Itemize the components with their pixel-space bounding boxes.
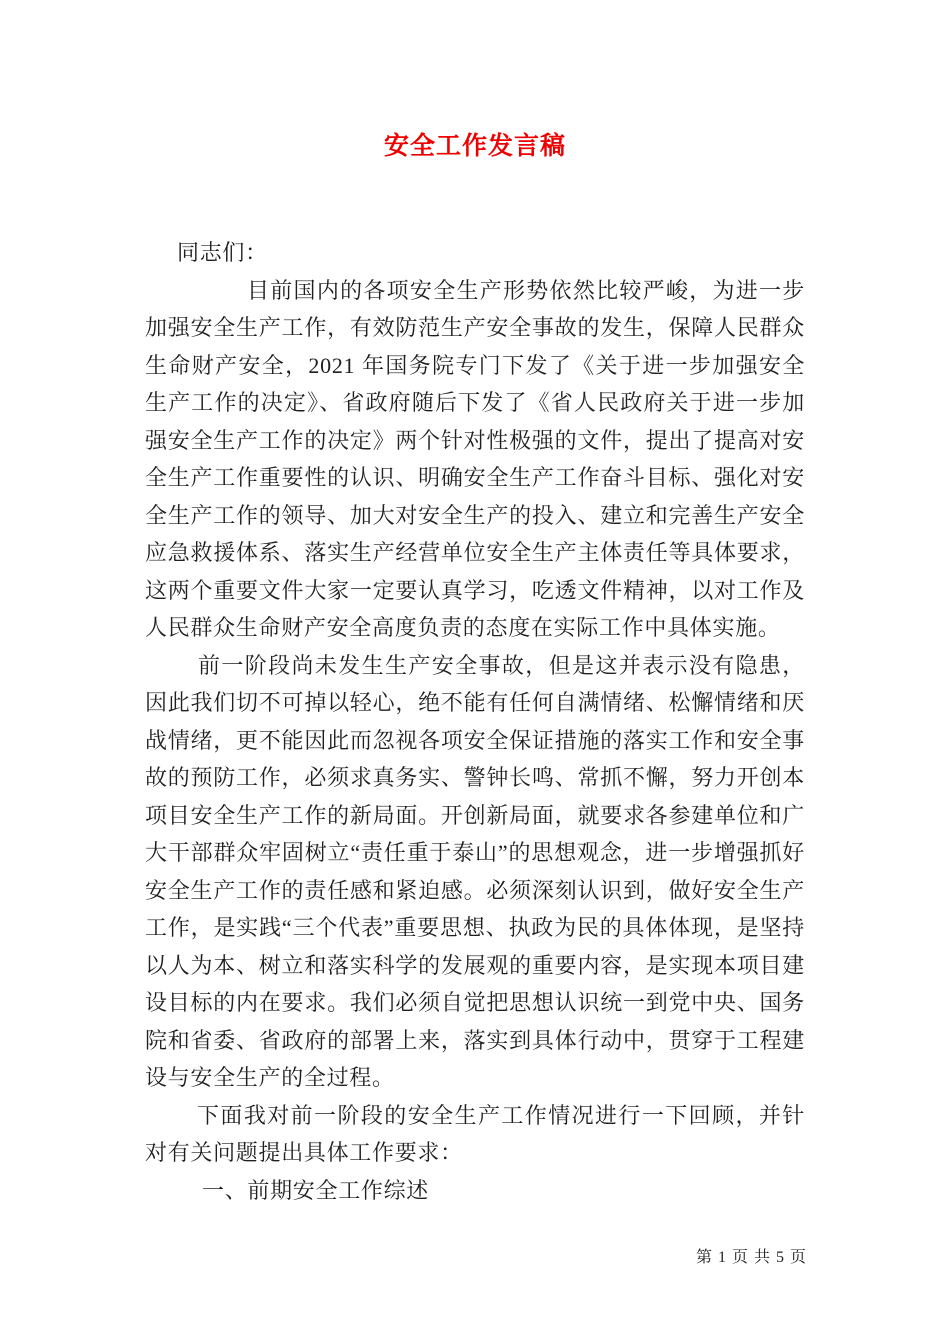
page-number: 第 1 页 共 5 页 [695, 1249, 807, 1266]
paragraph-transition: 下面我对前一阶段的安全生产工作情况进行一下回顾，并针对有关问题提出具体工作要求： [145, 1102, 805, 1165]
document-title: 安全工作发言稿 [383, 133, 566, 160]
document-body [145, 234, 805, 1209]
paragraph-intro: 目前国内的各项安全生产形势依然比较严峻，为进一步加强安全生产工作，有效防范生产安全事故的发生，保障人民群众生命财产安全，2021 年国务院专门下发了《关于进一步加强安全生产工作的决定》、省政府随后下发了《省人民政府关于进一步加强安全生产工作的决定》两个针对性极强的文件，提出了提高对安全生产工作重要性的认识、明确安全生产工作奋斗目标、强化对安全生产工作的领导、加大对安全生产的投入、建立和完善生产安全应急救援体系、落实生产经营单位安全生产主体责任等具体要求，这两个重要文件大家一定要认真学习，吃透文件精神，以对工作及人民群众生命财产安全高度负责的态度在实际工作中具体实施。 [145, 277, 805, 640]
paragraph-salutation: 同志们： [177, 240, 268, 265]
section-heading-1: 一、前期安全工作综述 [202, 1177, 430, 1203]
paragraph-analysis: 前一阶段尚未发生生产安全事故，但是这并表示没有隐患，因此我们切不可掉以轻心，绝不能有任何自满情绪、松懈情绪和厌战情绪，更不能因此而忽视各项安全保证措施的落实工作和安全事故的预防工作，必须求真务实、警钟长鸣、常抓不懈，努力开创本项目安全生产工作的新局面。开创新局面，就要求各参建单位和广大干部群众牢固树立“责任重于泰山”的思想观念，进一步增强抓好安全生产工作的责任感和紧迫感。必须深刻认识到，做好安全生产工作，是实践“三个代表”重要思想、执政为民的具体体现，是坚持以人为本、树立和落实科学的发展观的重要内容，是实现本项目建设目标的内在要求。我们必须自觉把思想认识统一到党中央、国务院和省委、省政府的部署上来，落实到具体行动中，贯穿于工程建设与安全生产的全过程。 [145, 652, 805, 1090]
